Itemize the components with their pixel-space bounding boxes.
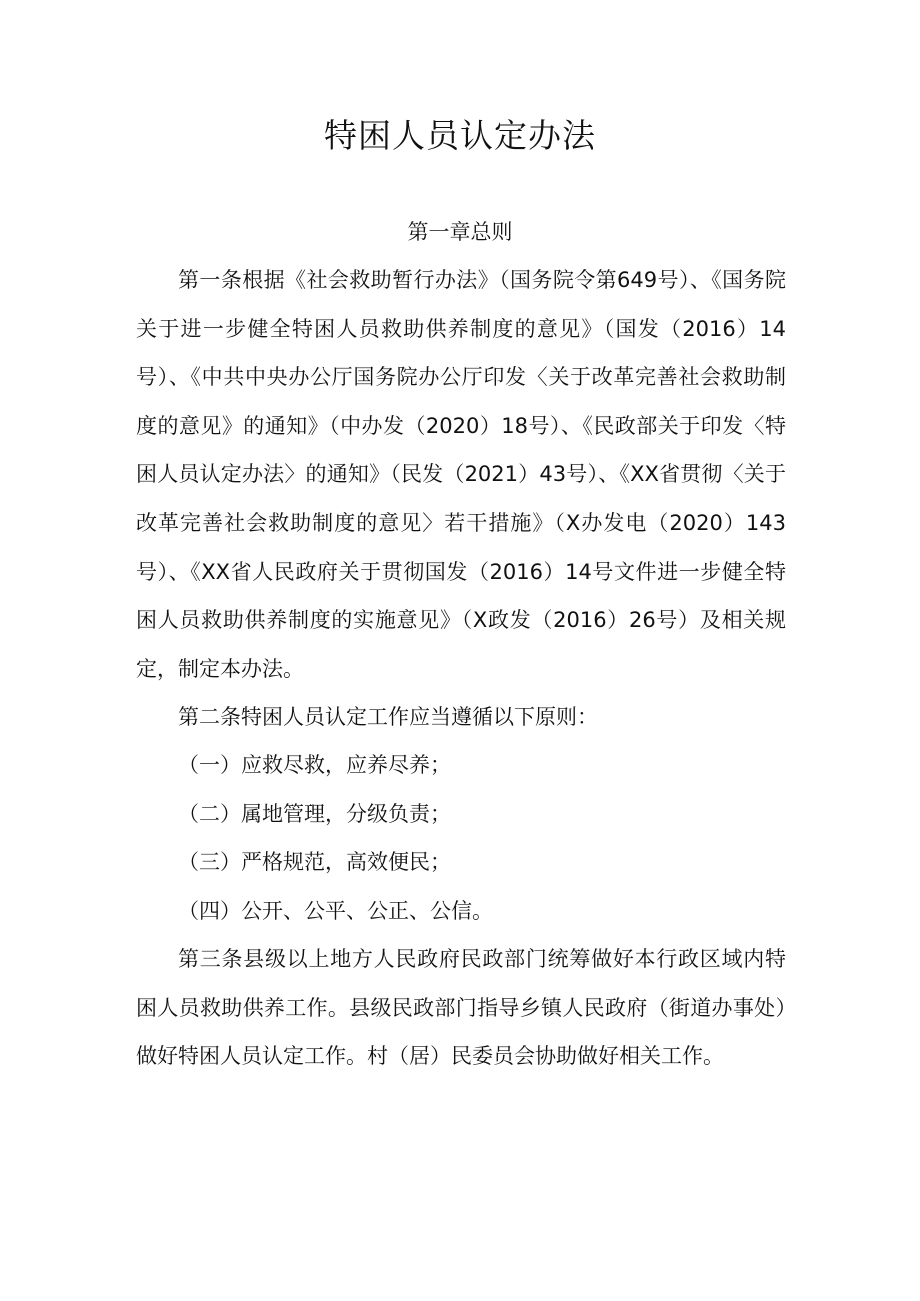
principle-item-3: （三）严格规范，高效便民；: [178, 850, 451, 874]
chapter-heading: 第一章总则: [407, 220, 513, 244]
principle-item-2: （二）属地管理，分级负责；: [178, 802, 451, 826]
principle-item-1: （一）应救尽救，应养尽养；: [178, 753, 451, 777]
article-2-paragraph: 第二条特困人员认定工作应当遵循以下原则：: [178, 705, 598, 729]
article-1-paragraph: 第一条根据《社会救助暂行办法》（国务院令第649号）、《国务院关于进一步健全特困人员救助供养制度的意见》（国发（2016）14号）、《中共中央办公厅国务院办公厅印发〈关于改革完善社会救助制度的意见》的通知》（中办发（2020）18号）、《民政部关于印发〈特困人员认定办法〉的通知》（民发（2021）43号）、《XX省贯彻〈关于改革完善社会救助制度的意见〉若干措施》（X办发电（2020）143号）、《XX省人民政府关于贯彻国发（2016）14号文件进一步健全特困人员救助供养制度的实施意见》（X政发（2016）26号）及相关规定，制定本办法。: [136, 268, 786, 681]
principle-item-4: （四）公开、公平、公正、公信。: [178, 899, 493, 923]
article-3-paragraph: 第三条县级以上地方人民政府民政部门统筹做好本行政区域内特困人员救助供养工作。县级民政部门指导乡镇人民政府（街道办事处）做好特困人员认定工作。村（居）民委员会协助做好相关工作。: [136, 947, 786, 1069]
document-title: 特困人员认定办法: [324, 116, 596, 155]
